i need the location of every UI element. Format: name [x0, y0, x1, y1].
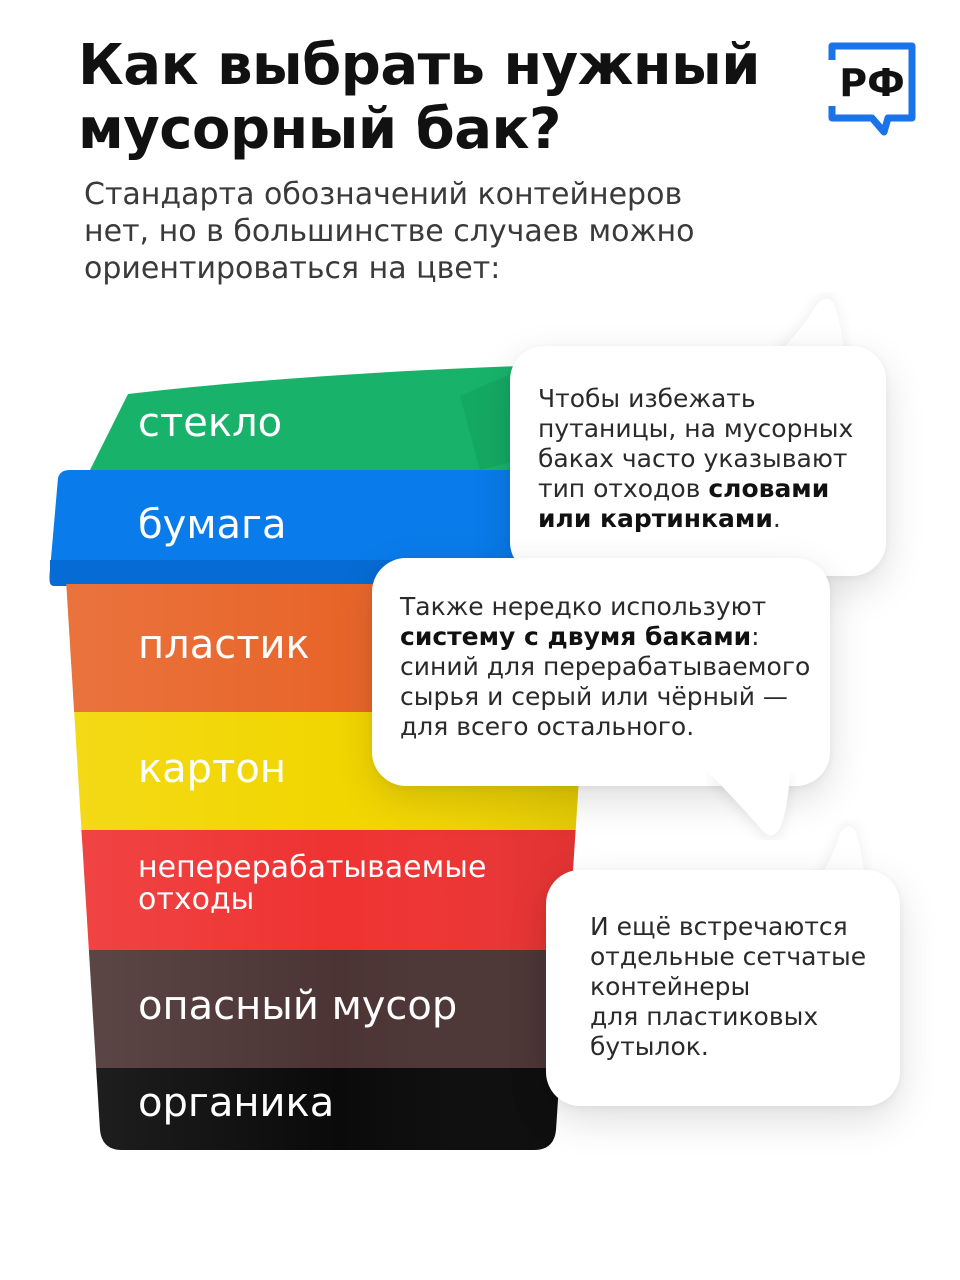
bubble-2-line-2-plain: : [751, 622, 760, 651]
band-label-glass: стекло [138, 400, 283, 446]
speech-bubble-two-bins [372, 558, 830, 786]
bubble-1-line-5-plain: . [772, 504, 781, 533]
bubble-1-line-5-bold: или картинками [538, 504, 773, 533]
speech-bubble-labels [510, 346, 886, 576]
bubble-1-line-4-plain: тип отходов [538, 474, 709, 503]
band-label-hazardous: опасный мусор [138, 983, 458, 1029]
bubble-1-line-4 [538, 474, 853, 504]
bubble-3-line-2: отдельные сетчатые [590, 942, 867, 971]
bubble-3-line-4: для пластиковых [590, 1002, 819, 1031]
bubble-2-line-5: для всего остального. [400, 712, 695, 741]
bubble-2-line-3: синий для перерабатываемого [400, 652, 811, 681]
band-label-organic: органика [138, 1080, 335, 1126]
bubble-3-line-5: бутылок. [590, 1032, 709, 1061]
bubble-1-line-4-bold: словами [708, 474, 830, 503]
bubble-1-line-5 [538, 504, 853, 534]
title-line-1: Как выбрать нужный [78, 33, 760, 98]
logo-text: РФ [839, 61, 905, 105]
bubble-1-line-3: баках часто указывают [538, 444, 848, 473]
bubble-1-line-1: Чтобы избежать [538, 384, 756, 413]
bubble-tail-2 [706, 770, 796, 840]
subtitle-line-3: ориентироваться на цвет: [84, 251, 501, 286]
band-label-nonrecyclable [138, 852, 486, 916]
bubble-2-line-1: Также нередко используют [400, 592, 767, 621]
band-label-cardboard: картон [138, 746, 286, 792]
title-line-2: мусорный бак? [78, 97, 561, 162]
band-label-nonrecyclable-line-2: отходы [138, 882, 255, 917]
band-label-plastic: пластик [138, 622, 310, 668]
band-label-paper: бумага [138, 502, 287, 548]
speech-bubble-mesh-containers [546, 870, 900, 1106]
subtitle-line-1: Стандарта обозначений контейнеров [84, 177, 683, 212]
bubble-2-line-2-bold: систему с двумя баками [400, 622, 752, 651]
bubble-3-line-3: контейнеры [590, 972, 751, 1001]
bubble-1-line-2: путаницы, на мусорных [538, 414, 854, 443]
bubble-3-line-1: И ещё встречаются [590, 912, 848, 941]
subtitle-line-2: нет, но в большинстве случаев можно [84, 214, 695, 249]
bubble-2-line-2 [400, 622, 810, 652]
bubble-2-line-4: сырья и серый или чёрный — [400, 682, 788, 711]
band-label-nonrecyclable-line-1: неперерабатываемые [138, 850, 487, 885]
